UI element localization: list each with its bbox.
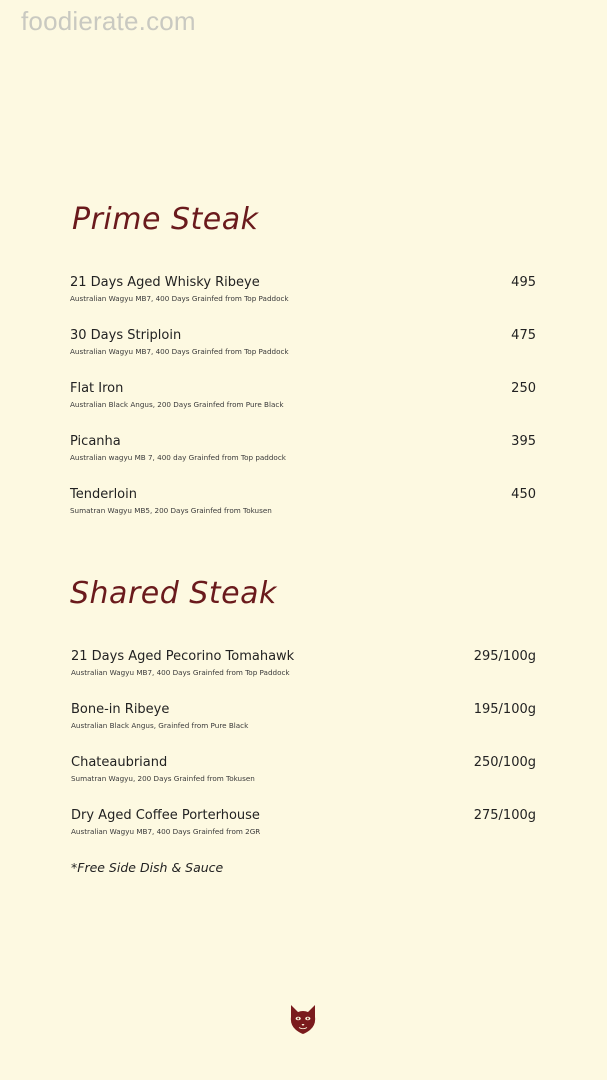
item-description: Australian Wagyu MB7, 400 Days Grainfed from 2GR: [71, 827, 261, 836]
item-price: 250: [511, 381, 536, 396]
item-description: Australian Black Angus, Grainfed from Pure Black: [71, 721, 249, 730]
item-name: 30 Days Striploin: [70, 328, 182, 343]
menu-item: [0, 381, 607, 421]
item-description: Australian Wagyu MB7, 400 Days Grainfed from Top Paddock: [71, 668, 290, 677]
item-name: Flat Iron: [70, 381, 124, 396]
item-price: 275/100g: [473, 808, 536, 823]
item-name: 21 Days Aged Pecorino Tomahawk: [71, 649, 295, 664]
menu-item: [0, 649, 607, 689]
menu-item: [0, 328, 607, 368]
item-price: 450: [511, 487, 536, 502]
item-description: Sumatran Wagyu MB5, 200 Days Grainfed from Tokusen: [70, 506, 272, 515]
item-price: 475: [511, 328, 536, 343]
item-name: Dry Aged Coffee Porterhouse: [71, 808, 260, 823]
item-price: 295/100g: [473, 649, 536, 664]
item-name: Chateaubriand: [71, 755, 168, 770]
item-name: Bone-in Ribeye: [71, 702, 170, 717]
menu-item: [0, 434, 607, 474]
item-name: 21 Days Aged Whisky Ribeye: [70, 275, 260, 290]
item-price: 495: [511, 275, 536, 290]
item-description: Australian wagyu MB 7, 400 day Grainfed from Top paddock: [70, 453, 286, 462]
menu-item: [0, 275, 607, 315]
item-description: Australian Black Angus, 200 Days Grainfed from Pure Black: [70, 400, 284, 409]
item-name: Tenderloin: [70, 487, 137, 502]
footnote: *Free Side Dish & Sauce: [71, 860, 224, 875]
item-price: 195/100g: [473, 702, 536, 717]
menu-item: [0, 487, 607, 527]
menu-item: [0, 702, 607, 742]
section-title-shared-steak: Shared Steak: [70, 576, 277, 611]
menu-item: [0, 808, 607, 848]
item-description: Australian Wagyu MB7, 400 Days Grainfed from Top Paddock: [70, 294, 289, 303]
item-description: Sumatran Wagyu, 200 Days Grainfed from Tokusen: [71, 774, 255, 783]
item-name: Picanha: [70, 434, 121, 449]
item-description: Australian Wagyu MB7, 400 Days Grainfed from Top Paddock: [70, 347, 289, 356]
menu-item: [0, 755, 607, 795]
item-price: 395: [511, 434, 536, 449]
cat-head-icon: [288, 1003, 318, 1035]
watermark: foodierate.com: [21, 6, 196, 36]
item-price: 250/100g: [473, 755, 536, 770]
section-title-prime-steak: Prime Steak: [72, 202, 259, 237]
